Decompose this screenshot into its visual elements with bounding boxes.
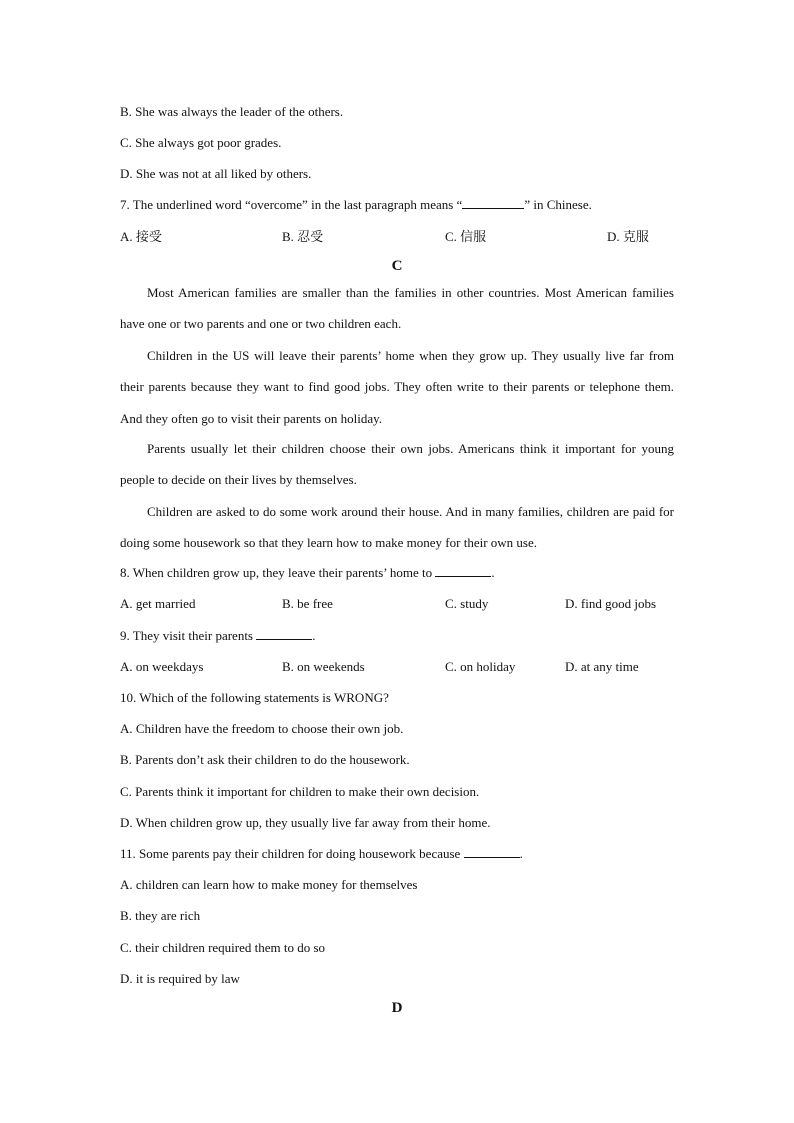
q11-stem-end: . bbox=[519, 846, 523, 861]
passage-paragraph-4 bbox=[120, 496, 674, 559]
q11-option-a: A. children can learn how to make money for themselves bbox=[120, 877, 418, 892]
paragraph-text: Children are asked to do some work around their house. And in many families, children are paid for doing some housework so that they learn how to make money for their own use. bbox=[120, 504, 674, 551]
q11-stem bbox=[120, 846, 676, 862]
paragraph-text: Most American families are smaller than the families in other countries. Most American families have one or two parents and one or two children each. bbox=[120, 285, 674, 332]
section-d-heading: D bbox=[391, 1000, 403, 1016]
q9-option-c: C. on holiday bbox=[445, 659, 516, 674]
q7-stem bbox=[120, 197, 676, 213]
q10-option-c: C. Parents think it important for children to make their own decision. bbox=[120, 784, 480, 799]
q7-option-c: C. 信服 bbox=[445, 229, 487, 244]
q8-stem-start: 8. When children grow up, they leave their parents’ home to bbox=[120, 565, 436, 580]
q11-option-b: B. they are rich bbox=[120, 908, 201, 923]
q10-option-a: A. Children have the freedom to choose their own job. bbox=[120, 721, 404, 736]
paragraph-text: Parents usually let their children choose their own jobs. Americans think it important for young people to decide on their lives by themselves. bbox=[120, 441, 674, 488]
q10-option-b: B. Parents don’t ask their children to do the housework. bbox=[120, 752, 410, 767]
q11-option-c: C. their children required them to do so bbox=[120, 940, 326, 955]
paragraph-text: Children in the US will leave their parents’ home when they grow up. They usually live far from their parents because they want to find good jobs. They often write to their parents or telephone them. And they often go to visit their parents on holiday. bbox=[120, 348, 674, 426]
q10-stem: 10. Which of the following statements is WRONG? bbox=[120, 690, 389, 705]
q11-option-d: D. it is required by law bbox=[120, 971, 240, 986]
q7-option-a: A. 接受 bbox=[120, 229, 162, 244]
q8-option-c: C. study bbox=[445, 596, 489, 611]
q9-option-d: D. at any time bbox=[565, 659, 639, 674]
q7-option-d: D. 克服 bbox=[607, 229, 649, 244]
section-c-heading: C bbox=[391, 258, 403, 274]
q11-blank bbox=[464, 846, 520, 858]
passage-paragraph-1 bbox=[120, 277, 674, 340]
q6-option-c: C. She always got poor grades. bbox=[120, 135, 282, 150]
q7-stem-end: ” in Chinese. bbox=[524, 197, 592, 212]
q8-option-d: D. find good jobs bbox=[565, 596, 656, 611]
q6-option-d: D. She was not at all liked by others. bbox=[120, 166, 312, 181]
passage-paragraph-3 bbox=[120, 433, 674, 496]
q7-stem-start: 7. The underlined word “overcome” in the last paragraph means “ bbox=[120, 197, 463, 212]
q8-option-a: A. get married bbox=[120, 596, 196, 611]
q9-stem-end: . bbox=[312, 628, 316, 643]
q11-stem-start: 11. Some parents pay their children for doing housework because bbox=[120, 846, 464, 861]
q9-option-a: A. on weekdays bbox=[120, 659, 204, 674]
q9-option-b: B. on weekends bbox=[282, 659, 365, 674]
q9-blank bbox=[256, 628, 312, 640]
q7-option-b: B. 忍受 bbox=[282, 229, 324, 244]
q8-option-b: B. be free bbox=[282, 596, 333, 611]
q7-blank bbox=[462, 197, 524, 209]
q8-stem-end: . bbox=[491, 565, 495, 580]
passage-paragraph-2 bbox=[120, 340, 674, 434]
q9-stem bbox=[120, 628, 676, 644]
q8-stem bbox=[120, 565, 676, 581]
q10-option-d: D. When children grow up, they usually live far away from their home. bbox=[120, 815, 491, 830]
q8-blank bbox=[435, 565, 491, 577]
q9-stem-start: 9. They visit their parents bbox=[120, 628, 257, 643]
q6-option-b: B. She was always the leader of the others. bbox=[120, 104, 344, 119]
